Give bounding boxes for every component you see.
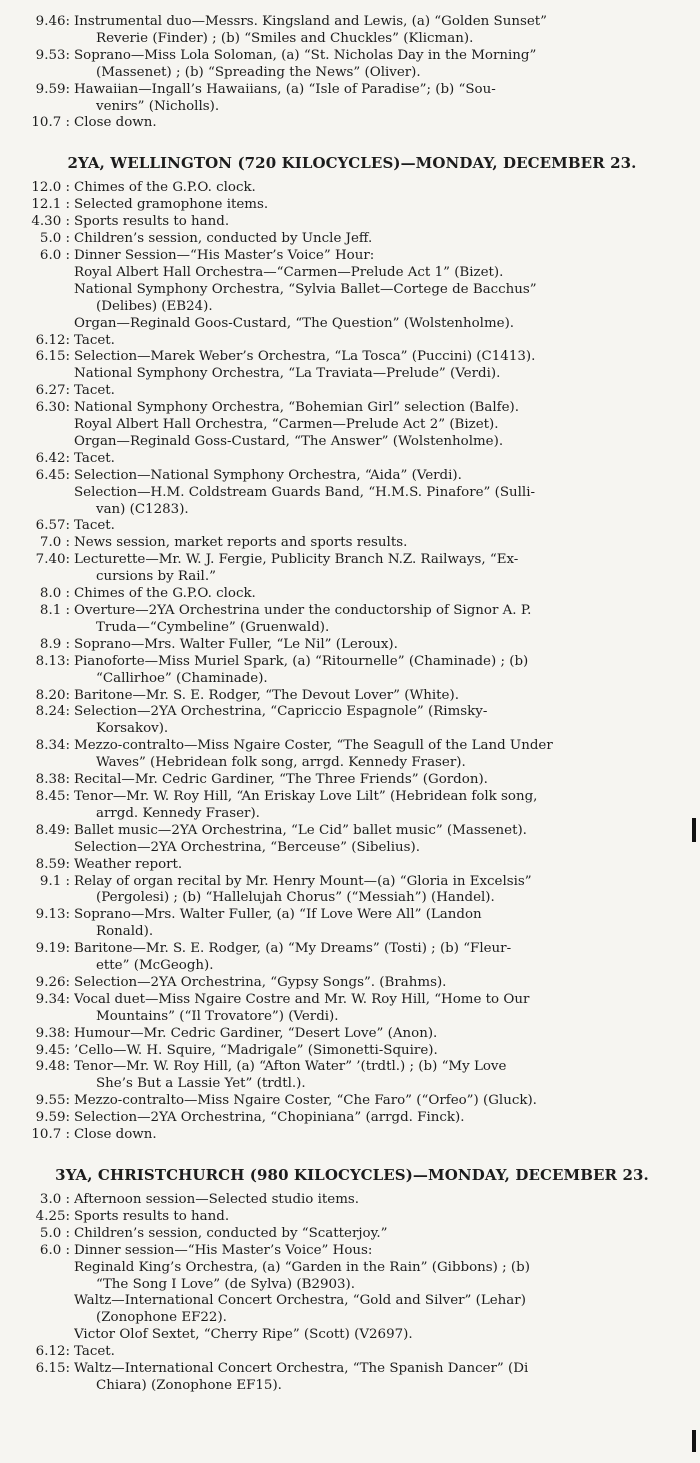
- programme-line: [16, 958, 676, 975]
- programme-text: ette” (McGeogh).: [96, 958, 214, 974]
- programme-text: Chiara) (Zonophone EF15).: [96, 1377, 282, 1393]
- programme-text: Hawaiian—Ingall’s Hawaiians, (a) “Isle of Paradise”; (b) “Sou-: [74, 81, 496, 97]
- programme-text: Humour—Mr. Cedric Gardiner, “Desert Love” (Anon).: [74, 1025, 438, 1041]
- time-label: 6.45:: [35, 467, 70, 483]
- time-label: 9.19:: [35, 941, 70, 957]
- programme-line: [16, 890, 676, 907]
- time-label: 4.25:: [35, 1208, 70, 1224]
- programme-line: [16, 248, 676, 265]
- time-label: 5.0 :: [39, 231, 70, 247]
- time-label: 8.9 :: [39, 636, 70, 652]
- time-label: 8.0 :: [39, 586, 70, 602]
- programme-text: Tacet.: [74, 332, 115, 348]
- programme-line: [16, 333, 676, 350]
- section-1ya-tail: [16, 14, 676, 132]
- time-label: 9.59:: [35, 1110, 70, 1126]
- programme-text: Waltz—International Concert Orchestra, “The Spanish Dancer” (Di: [74, 1361, 529, 1377]
- programme-line: [16, 637, 676, 654]
- programme-text: Tacet.: [74, 450, 115, 466]
- programme-line: [16, 1378, 676, 1395]
- programme-text: Dinner session—“His Master’s Voice” Hous:: [74, 1242, 373, 1258]
- time-label: 9.38:: [35, 1025, 70, 1041]
- programme-text: Vocal duet—Miss Ngaire Costre and Mr. W. Roy Hill, “Home to Our: [74, 991, 530, 1007]
- programme-text: Tacet.: [74, 518, 115, 534]
- programme-line: [16, 99, 676, 116]
- time-label: 9.48:: [35, 1059, 70, 1075]
- programme-line: [16, 485, 676, 502]
- time-label: 6.0 :: [39, 247, 70, 263]
- programme-text: Soprano—Mrs. Walter Fuller, (a) “If Love Were All” (Landon: [74, 907, 482, 923]
- programme-text: Mezzo-contralto—Miss Ngaire Coster, “Che Faro” (“Orfeo”) (Gluck).: [74, 1093, 537, 1109]
- programme-text: Mezzo-contralto—Miss Ngaire Coster, “The Seagull of the Land Under: [74, 738, 553, 754]
- programme-line: [16, 1327, 676, 1344]
- programme-text: (Massenet) ; (b) “Spreading the News” (Oliver).: [96, 64, 421, 80]
- programme-line: [16, 417, 676, 434]
- programme-line: [16, 1076, 676, 1093]
- programme-line: [16, 924, 676, 941]
- programme-line: [16, 721, 676, 738]
- programme-text: Relay of organ recital by Mr. Henry Mount—(a) “Gloria in Excelsis”: [74, 873, 532, 889]
- programme-line: [16, 738, 676, 755]
- programme-line: [16, 383, 676, 400]
- programme-text: Waltz—International Concert Orchestra, “Gold and Silver” (Lehar): [74, 1293, 526, 1309]
- time-label: 6.15:: [35, 349, 70, 365]
- programme-line: [16, 349, 676, 366]
- time-label: 9.55:: [35, 1093, 70, 1109]
- programme-line: [16, 907, 676, 924]
- programme-text: National Symphony Orchestra, “La Traviata—Prelude” (Verdi).: [74, 366, 501, 382]
- programme-text: Selection—Marek Weber’s Orchestra, “La Tosca” (Puccini) (C1413).: [74, 349, 536, 365]
- programme-text: Ronald).: [96, 924, 154, 940]
- time-label: 9.13:: [35, 907, 70, 923]
- programme-line: [16, 31, 676, 48]
- programme-text: Organ—Reginald Goos-Custard, “The Question” (Wolstenholme).: [74, 315, 515, 331]
- programme-text: (Zonophone EF22).: [96, 1310, 227, 1326]
- programme-line: [16, 603, 676, 620]
- programme-text: Children’s session, conducted by Uncle Jeff.: [74, 231, 373, 247]
- programme-line: [16, 1209, 676, 1226]
- programme-text: Afternoon session—Selected studio items.: [74, 1192, 360, 1207]
- programme-line: [16, 1026, 676, 1043]
- programme-text: Ballet music—2YA Orchestrina, “Le Cid” ballet music” (Massenet).: [74, 822, 527, 838]
- programme-text: Selected gramophone items.: [74, 197, 269, 213]
- programme-text: cursions by Rail.”: [96, 569, 216, 585]
- programme-line: [16, 231, 676, 248]
- margin-mark-lower: [692, 1430, 696, 1452]
- programme-text: Children’s session, conducted by “Scatterjoy.”: [74, 1225, 388, 1241]
- programme-text: Lecturette—Mr. W. J. Fergie, Publicity Branch N.Z. Railways, “Ex-: [74, 552, 519, 568]
- time-label: 9.53:: [35, 47, 70, 63]
- programme-text: Mountains” (“Il Trovatore”) (Verdi).: [96, 1008, 339, 1024]
- programme-text: Overture—2YA Orchestrina under the conductorship of Signor A. P.: [74, 603, 532, 618]
- time-label: 7.0 :: [39, 535, 70, 551]
- time-label: 6.30:: [35, 400, 70, 416]
- programme-line: [16, 502, 676, 519]
- time-label: 6.15:: [35, 1361, 70, 1377]
- programme-text: Selection—2YA Orchestrina, “Berceuse” (Sibelius).: [74, 839, 420, 855]
- programme-line: [16, 316, 676, 333]
- time-label: 8.38:: [35, 772, 70, 788]
- station-heading: 3YA, CHRISTCHURCH (980 KILOCYCLES)—MONDAY, DECEMBER 23.: [55, 1166, 649, 1184]
- programme-text: Sports results to hand.: [74, 214, 230, 230]
- programme-line: [16, 265, 676, 282]
- programme-line: [16, 1127, 676, 1144]
- time-label: 12.1 :: [31, 197, 70, 213]
- programme-text: Royal Albert Hall Orchestra, “Carmen—Prelude Act 2” (Bizet).: [74, 417, 499, 433]
- programme-line: [16, 1110, 676, 1127]
- programme-text: arrgd. Kennedy Fraser).: [96, 805, 260, 821]
- programme-line: [16, 586, 676, 603]
- programme-line: [16, 806, 676, 823]
- programme-text: Baritone—Mr. S. E. Rodger, “The Devout Lover” (White).: [74, 687, 459, 703]
- programme-text: Instrumental duo—Messrs. Kingsland and Lewis, (a) “Golden Sunset”: [74, 14, 548, 29]
- time-label: 9.59:: [35, 81, 70, 97]
- time-label: 8.1 :: [39, 603, 70, 618]
- time-label: 8.34:: [35, 738, 70, 754]
- programme-line: [16, 282, 676, 299]
- programme-text: Selection—H.M. Coldstream Guards Band, “H.M.S. Pinafore” (Sulli-: [74, 484, 536, 500]
- programme-line: [16, 874, 676, 891]
- margin-mark-upper: [692, 818, 696, 842]
- time-label: 3.0 :: [39, 1192, 70, 1207]
- programme-line: [16, 535, 676, 552]
- programme-line: [16, 197, 676, 214]
- programme-text: Baritone—Mr. S. E. Rodger, (a) “My Dreams” (Tosti) ; (b) “Fleur-: [74, 941, 512, 957]
- programme-text: van) (C1283).: [96, 501, 189, 517]
- programme-line: [16, 1059, 676, 1076]
- programme-text: Weather report.: [74, 856, 183, 872]
- programme-text: National Symphony Orchestra, “Bohemian Girl” selection (Balfe).: [74, 400, 519, 416]
- programme-text: Waves” (Hebridean folk song, arrgd. Kennedy Fraser).: [96, 755, 466, 771]
- programme-text: National Symphony Orchestra, “Sylvia Ballet—Cortege de Bacchus”: [74, 281, 537, 297]
- programme-line: [16, 704, 676, 721]
- time-label: 6.12:: [35, 1344, 70, 1360]
- section-2ya: [16, 154, 676, 1144]
- time-label: 8.24:: [35, 704, 70, 720]
- programme-text: Selection—National Symphony Orchestra, “Aida” (Verdi).: [74, 467, 462, 483]
- programme-line: [16, 65, 676, 82]
- programme-line: [16, 366, 676, 383]
- programme-line: [16, 434, 676, 451]
- programme-text: News session, market reports and sports results.: [74, 535, 408, 551]
- programme-text: Soprano—Miss Lola Soloman, (a) “St. Nicholas Day in the Morning”: [74, 47, 537, 63]
- programme-text: Chimes of the G.P.O. clock.: [74, 586, 256, 602]
- programme-text: Royal Albert Hall Orchestra—“Carmen—Prelude Act 1” (Bizet).: [74, 264, 504, 280]
- programme-text: “The Song I Love” (de Sylva) (B2903).: [96, 1276, 356, 1292]
- section-3ya: [16, 1166, 676, 1395]
- programme-text: Chimes of the G.P.O. clock.: [74, 180, 256, 196]
- programme-line: [16, 755, 676, 772]
- time-label: 7.40:: [35, 552, 70, 568]
- programme-text: Tacet.: [74, 1344, 115, 1360]
- programme-line: [16, 552, 676, 569]
- programme-text: Organ—Reginald Goss-Custard, “The Answer” (Wolstenholme).: [74, 433, 504, 449]
- time-label: 9.45:: [35, 1042, 70, 1058]
- time-label: 9.26:: [35, 974, 70, 990]
- programme-text: Pianoforte—Miss Muriel Spark, (a) “Ritournelle” (Chaminade) ; (b): [74, 653, 529, 669]
- programme-line: [16, 1009, 676, 1026]
- programme-text: Truda—“Cymbeline” (Gruenwald).: [96, 619, 330, 635]
- programme-text: Selection—2YA Orchestrina, “Capriccio Espagnole” (Rimsky-: [74, 704, 488, 720]
- time-label: 6.42:: [35, 450, 70, 466]
- programme-line: [16, 1293, 676, 1310]
- programme-line: [16, 857, 676, 874]
- programme-line: [16, 400, 676, 417]
- programme-line: [16, 1310, 676, 1327]
- programme-line: [16, 299, 676, 316]
- programme-content: [16, 14, 676, 1395]
- programme-line: [16, 569, 676, 586]
- programme-line: [16, 789, 676, 806]
- time-label: 4.30 :: [31, 214, 70, 230]
- programme-line: [16, 1361, 676, 1378]
- time-label: 8.13:: [35, 653, 70, 669]
- programme-text: Close down.: [74, 115, 157, 131]
- programme-text: Dinner Session—“His Master’s Voice” Hour:: [74, 247, 375, 263]
- programme-text: Victor Olof Sextet, “Cherry Ripe” (Scott) (V2697).: [74, 1327, 413, 1343]
- programme-text: Reverie (Finder) ; (b) “Smiles and Chuckles” (Klicman).: [96, 30, 474, 46]
- programme-line: [16, 823, 676, 840]
- programme-line: [16, 941, 676, 958]
- programme-text: venirs” (Nicholls).: [96, 98, 220, 114]
- programme-line: [16, 671, 676, 688]
- programme-line: [16, 620, 676, 637]
- time-label: 9.34:: [35, 991, 70, 1007]
- programme-text: (Pergolesi) ; (b) “Hallelujah Chorus” (“Messiah”) (Handel).: [96, 890, 495, 906]
- time-label: 9.46:: [35, 14, 70, 29]
- programme-text: Tenor—Mr. W. Roy Hill, “An Eriskay Love Lilt” (Hebridean folk song,: [74, 788, 538, 804]
- programme-line: [16, 840, 676, 857]
- programme-line: [16, 214, 676, 231]
- programme-text: She’s But a Lassie Yet” (trdtl.).: [96, 1076, 306, 1092]
- time-label: 10.7 :: [31, 1127, 70, 1143]
- time-label: 6.12:: [35, 332, 70, 348]
- programme-text: “Callirhoe” (Chaminade).: [96, 670, 268, 686]
- time-label: 8.59:: [35, 856, 70, 872]
- programme-line: [16, 1344, 676, 1361]
- programme-line: [16, 1260, 676, 1277]
- programme-line: [16, 1226, 676, 1243]
- programme-line: [16, 468, 676, 485]
- programme-line: [16, 1093, 676, 1110]
- programme-line: [16, 1192, 676, 1209]
- programme-text: Selection—2YA Orchestrina, “Chopiniana” (arrgd. Finck).: [74, 1110, 465, 1126]
- time-label: 6.0 :: [39, 1242, 70, 1258]
- programme-line: [16, 688, 676, 705]
- programme-line: [16, 82, 676, 99]
- programme-text: Sports results to hand.: [74, 1208, 230, 1224]
- programme-text: Soprano—Mrs. Walter Fuller, “Le Nil” (Leroux).: [74, 636, 398, 652]
- programme-text: Selection—2YA Orchestrina, “Gypsy Songs”. (Brahms).: [74, 974, 447, 990]
- programme-line: [16, 975, 676, 992]
- time-label: 12.0 :: [31, 180, 70, 196]
- programme-line: [16, 772, 676, 789]
- programme-text: Korsakov).: [96, 721, 169, 737]
- time-label: 6.57:: [35, 518, 70, 534]
- time-label: 8.45:: [35, 788, 70, 804]
- programme-text: Recital—Mr. Cedric Gardiner, “The Three Friends” (Gordon).: [74, 772, 488, 788]
- programme-text: (Delibes) (EB24).: [96, 298, 213, 314]
- programme-line: [16, 180, 676, 197]
- programme-line: [16, 451, 676, 468]
- programme-line: [16, 654, 676, 671]
- programme-line: [16, 518, 676, 535]
- programme-line: [16, 115, 676, 132]
- time-label: 8.49:: [35, 822, 70, 838]
- programme-line: [16, 1243, 676, 1260]
- programme-text: Tenor—Mr. W. Roy Hill, (a) “Afton Water” ’(trdtl.) ; (b) “My Love: [74, 1059, 507, 1075]
- time-label: 8.20:: [35, 687, 70, 703]
- time-label: 6.27:: [35, 383, 70, 399]
- programme-text: Tacet.: [74, 383, 115, 399]
- station-heading: 2YA, WELLINGTON (720 KILOCYCLES)—MONDAY, DECEMBER 23.: [67, 154, 637, 173]
- programme-line: [16, 48, 676, 65]
- programme-line: [16, 1043, 676, 1060]
- time-label: 5.0 :: [39, 1225, 70, 1241]
- programme-line: [16, 1277, 676, 1294]
- programme-text: ’Cello—W. H. Squire, “Madrigale” (Simonetti-Squire).: [74, 1042, 438, 1058]
- time-label: 9.1 :: [39, 873, 70, 889]
- programme-line: [16, 992, 676, 1009]
- programme-text: Reginald King’s Orchestra, (a) “Garden in the Rain” (Gibbons) ; (b): [74, 1259, 530, 1275]
- programme-line: [16, 14, 676, 31]
- programme-text: Close down.: [74, 1127, 157, 1143]
- time-label: 10.7 :: [31, 115, 70, 131]
